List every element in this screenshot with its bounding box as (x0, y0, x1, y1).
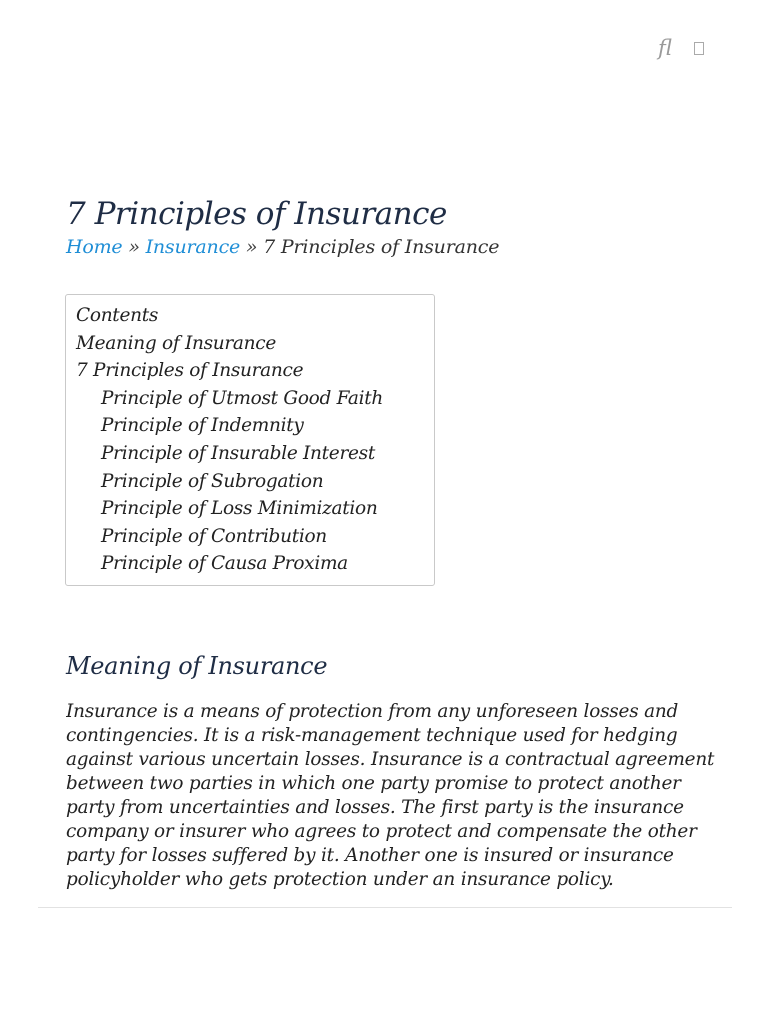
fl-logo-icon[interactable]: fl (658, 36, 673, 60)
breadcrumb-separator: » (245, 236, 264, 258)
breadcrumb-insurance-link[interactable]: Insurance (145, 236, 241, 258)
toc-item-subrogation[interactable]: Principle of Subrogation (101, 470, 324, 492)
breadcrumb-separator: » (128, 236, 146, 258)
toc-item-contribution[interactable]: Principle of Contribution (101, 525, 327, 547)
divider (38, 907, 732, 908)
toc-item-utmost-good-faith[interactable]: Principle of Utmost Good Faith (101, 387, 384, 409)
breadcrumb-current: 7 Principles of Insurance (263, 236, 500, 258)
toc-item-causa-proxima[interactable]: Principle of Causa Proxima (101, 553, 348, 575)
table-of-contents (65, 294, 435, 586)
breadcrumb-home-link[interactable]: Home (66, 236, 123, 258)
section-heading-meaning-of-insurance: Meaning of Insurance (66, 652, 328, 680)
toc-item-indemnity[interactable]: Principle of Indemnity (101, 415, 304, 437)
toc-item-insurable-interest[interactable]: Principle of Insurable Interest (101, 442, 375, 464)
menu-icon[interactable] (694, 42, 704, 55)
page-title: 7 Principles of Insurance (66, 196, 447, 232)
header-icons (658, 36, 704, 60)
article-body (66, 700, 716, 907)
toc-item-7-principles-of-insurance[interactable]: 7 Principles of Insurance (76, 360, 304, 382)
toc-item-loss-minimization[interactable]: Principle of Loss Minimization (101, 498, 378, 520)
toc-item-meaning-of-insurance[interactable]: Meaning of Insurance (76, 332, 276, 354)
toc-heading: Contents (76, 305, 159, 326)
paragraph-meaning-of-insurance: Insurance is a means of protection from any unforeseen losses and contingencies. It is a risk-management technique used for hedging against various uncertain losses. Insurance is a contractual agreement between two parties in which one party promise to protect another party from uncertainties and losses. The first party is the insurance company or insurer who agrees to protect and compensate the other party for losses suffered by it. Another one is insured or insurance policyholder who gets protection under an insurance policy. (66, 701, 715, 890)
breadcrumb (66, 236, 499, 258)
